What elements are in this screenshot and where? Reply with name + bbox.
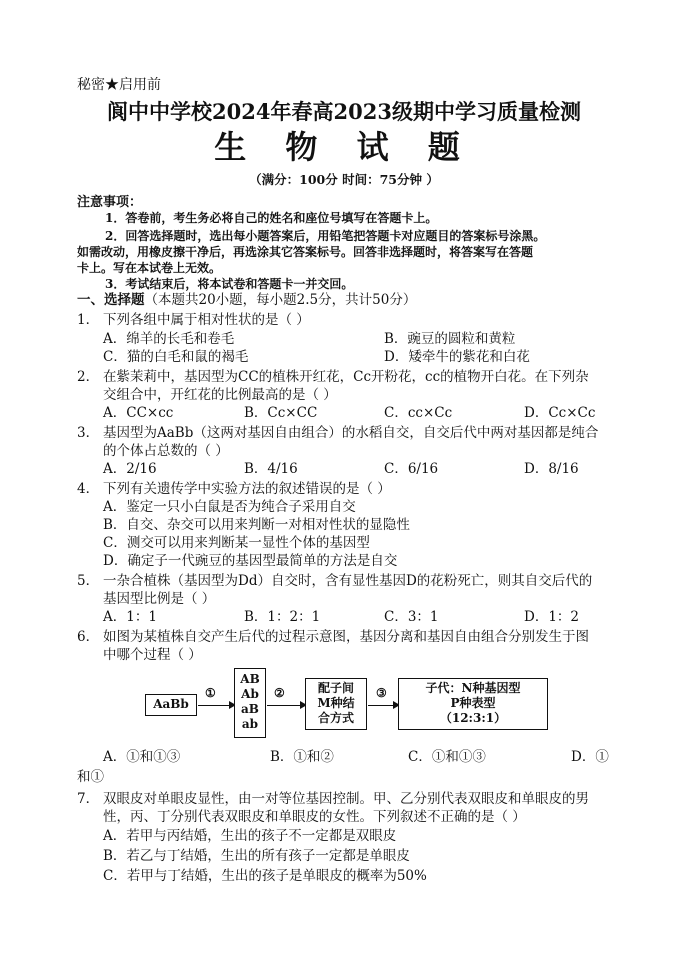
option-a: A．①和①③ (103, 749, 181, 765)
option-c: C．测交可以用来判断某一显性个体的基因型 (103, 535, 370, 551)
gamete: AB (240, 672, 260, 686)
option-d: D．1：2 (524, 609, 580, 625)
question-number: 1． (77, 312, 100, 328)
section-desc: （本题共20小题，每小题2.5分，共计50分） (144, 292, 417, 308)
notice-line: 3．考试结束后，将本试卷和答题卡一并交回。 (105, 277, 354, 291)
option-a: A．若甲与丙结婚，生出的孩子不一定都是双眼皮 (103, 828, 397, 844)
question-stem: 中哪个过程（ ） (103, 647, 202, 663)
notice-line: 2．回答选择题时，选出每小题答案后，用铅笔把答题卡对应题目的答案标号涂黑。 (105, 229, 546, 243)
question-stem: 下列有关遗传学中实验方法的叙述错误的是（ ） (103, 481, 391, 497)
offspring-box (398, 678, 548, 730)
option-b: B．豌豆的圆粒和黄粒 (384, 331, 516, 347)
combination-line: M种结 (317, 696, 355, 710)
option-b: B．自交、杂交可以用来判断一对相对性状的显隐性 (103, 517, 410, 533)
option-d: D．Cc×Cc (524, 405, 596, 421)
question-number: 6． (77, 629, 100, 645)
offspring-line: （12:3:1） (439, 711, 507, 725)
gamete: Ab (241, 687, 259, 701)
option-c: C．若甲与丁结婚，生出的孩子是单眼皮的概率为50% (103, 868, 427, 884)
gamete: aB (241, 702, 259, 716)
option-d: D．8/16 (524, 461, 579, 477)
option-d: D．矮牵牛的紫花和白花 (384, 349, 530, 365)
question-stem: 的个体占总数的（ ） (103, 443, 229, 459)
arrow-1 (198, 705, 234, 706)
option-b: B．4/16 (244, 461, 298, 477)
option-b: B．Cc×CC (244, 405, 318, 421)
option-c: C．猫的白毛和鼠的褐毛 (103, 349, 249, 365)
arrow-2 (267, 705, 305, 706)
option-d: D．确定子一代豌豆的基因型最简单的方法是自交 (103, 553, 398, 569)
exam-title: 阆中中学校2024年春高2023级期中学习质量检测 (107, 99, 581, 124)
option-c: C．①和①③ (408, 749, 486, 765)
option-b: B．1：2：1 (244, 609, 321, 625)
offspring-line: P种表型 (450, 696, 496, 710)
question-stem: 如图为某植株自交产生后代的过程示意图，基因分离和基因自由组合分别发生于图 (103, 629, 589, 645)
combination-line: 配子间 (317, 681, 354, 695)
step-3-label: ③ (376, 686, 387, 700)
notice-line: 1．答卷前，考生务必将自己的姓名和座位号填写在答题卡上。 (105, 211, 438, 225)
question-stem: 在紫茉莉中，基因型为CC的植株开红花，Cc开粉花，cc的植物开白花。在下列杂 (103, 369, 589, 385)
question-stem: 性，丙、丁分别代表双眼皮和单眼皮的女性。下列叙述不正确的是（ ） (103, 809, 526, 825)
question-number: 2． (77, 369, 100, 385)
parent-genotype-box: AaBb (145, 694, 197, 716)
question-number: 4． (77, 481, 100, 497)
option-d: D．① (571, 749, 609, 765)
section-heading (77, 291, 416, 309)
option-b: B．若乙与丁结婚，生出的所有孩子一定都是单眼皮 (103, 848, 410, 864)
gamete: ab (241, 717, 259, 731)
option-c: C．6/16 (384, 461, 439, 477)
exam-info: （满分：100分 时间：75分钟 ） (249, 172, 439, 187)
option-a: A．CC×cc (103, 405, 174, 421)
option-a: A．绵羊的长毛和卷毛 (103, 331, 235, 347)
question-stem: 下列各组中属于相对性状的是（ ） (103, 312, 310, 328)
option-c: C．cc×Cc (384, 405, 453, 421)
gametes-box (234, 668, 266, 738)
question-number: 5． (77, 573, 100, 589)
step-2-label: ② (274, 686, 285, 700)
option-b: B．①和② (270, 749, 334, 765)
combination-box (305, 678, 367, 730)
option-a: A．1：1 (103, 609, 157, 625)
notice-heading: 注意事项： (77, 195, 143, 210)
subject-title: 生 物 试 题 (214, 128, 474, 166)
option-a: A．2/16 (103, 461, 157, 477)
notice-line: 卡上。写在本试卷上无效。 (77, 261, 222, 275)
notice-line: 如需改动，用橡皮擦干净后，再选涂其它答案标号。回答非选择题时，将答案写在答题 (77, 245, 534, 259)
question-stem: 交组合中，开红花的比例最高的是（ ） (103, 387, 337, 403)
question-stem: 双眼皮对单眼皮显性，由一对等位基因控制。甲、乙分别代表双眼皮和单眼皮的男 (103, 791, 589, 807)
question-stem: 基因型比例是（ ） (103, 591, 216, 607)
question-stem: 基因型为AaBb（这两对基因自由组合）的水稻自交，自交后代中两对基因都是纯合 (103, 425, 599, 441)
question-number: 3． (77, 425, 100, 441)
option-a: A．鉴定一只小白鼠是否为纯合子采用自交 (103, 499, 356, 515)
section-label: 一、选择题 (77, 292, 145, 308)
option-d-wrap: 和① (77, 769, 104, 785)
offspring-line: 子代：N种基因型 (425, 681, 521, 695)
question-stem: 一杂合植株（基因型为Dd）自交时，含有显性基因D的花粉死亡，则其自交后代的 (103, 573, 593, 589)
step-1-label: ① (205, 686, 216, 700)
process-diagram (140, 666, 620, 742)
question-number: 7． (77, 791, 100, 807)
combination-line: 合方式 (317, 711, 354, 725)
arrow-3 (368, 705, 398, 706)
confidential-label: 秘密★启用前 (77, 77, 161, 93)
option-c: C．3：1 (384, 609, 439, 625)
